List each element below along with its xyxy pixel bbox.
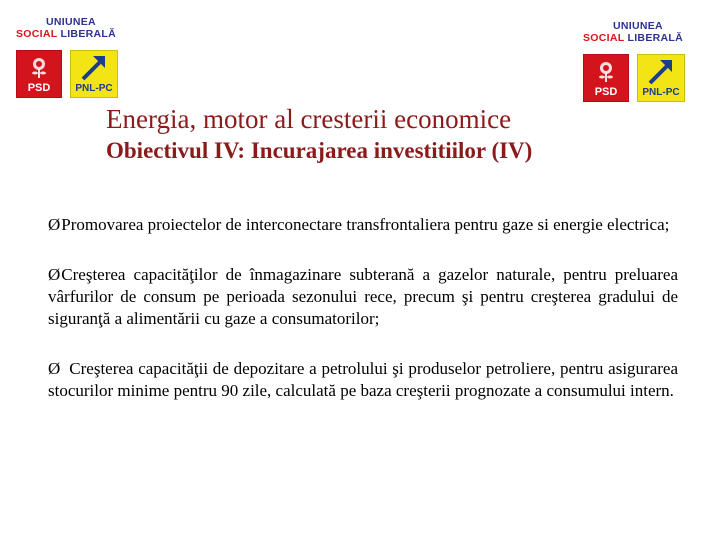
slide-title: Energia, motor al cresterii economice (106, 104, 512, 134)
logo-block-left (16, 16, 136, 98)
logo-block-right (583, 20, 703, 102)
usl-logo-social: SOCIAL (16, 28, 58, 40)
pnl-pc-logo-text: PNL-PC (75, 83, 113, 94)
bullet-item (48, 264, 678, 330)
psd-logo-text: PSD (594, 86, 618, 98)
bullet-text: Creşterea capacităţilor de înmagazinare subterană a gazelor naturale, pentru preluarea vârfurilor de consum pe perioada sezonului rece, precum şi pentru creşterea gradului de siguranţă a alimentării cu gaze a consumatorilor; (48, 265, 678, 328)
party-logos-right (583, 54, 703, 102)
usl-logo-line2 (16, 28, 136, 40)
bullet-arrow-icon: Ø (48, 359, 61, 378)
psd-logo-text: PSD (27, 82, 51, 94)
bullet-item (48, 358, 678, 402)
usl-logo-liberala: LIBERALĂ (60, 28, 116, 40)
party-logos-left (16, 50, 136, 98)
pnl-pc-logo (637, 54, 685, 102)
usl-logo-liberala: LIBERALĂ (627, 32, 683, 44)
pnl-pc-logo-text: PNL-PC (642, 87, 680, 98)
pnl-pc-logo (70, 50, 118, 98)
bullet-arrow-icon: Ø (48, 215, 61, 234)
bullet-text: Promovarea proiectelor de interconectare transfrontaliera pentru gaze si energie electrica; (61, 215, 670, 234)
psd-logo (16, 50, 62, 98)
usl-logo-line1: UNIUNEA (613, 20, 663, 32)
arrow-icon (79, 54, 109, 82)
slide-subtitle: Obiectivul IV: Incurajarea investitiilor (IV) (106, 138, 533, 163)
bullet-list (48, 214, 678, 430)
bullet-arrow-icon: Ø (48, 265, 61, 284)
usl-logo-social: SOCIAL (583, 32, 625, 44)
bullet-text: Creşterea capacităţii de depozitare a petrolului şi produselor petroliere, pentru asigurarea stocurilor minime pentru 90 zile, calculată pe baza creşterii prognozate a consumului intern. (48, 359, 678, 400)
rose-icon (27, 55, 51, 79)
usl-logo-line1: UNIUNEA (46, 16, 96, 28)
bullet-item (48, 214, 678, 236)
psd-logo (583, 54, 629, 102)
rose-icon (594, 59, 618, 83)
usl-logo-line2 (583, 32, 703, 44)
arrow-icon (646, 58, 676, 86)
